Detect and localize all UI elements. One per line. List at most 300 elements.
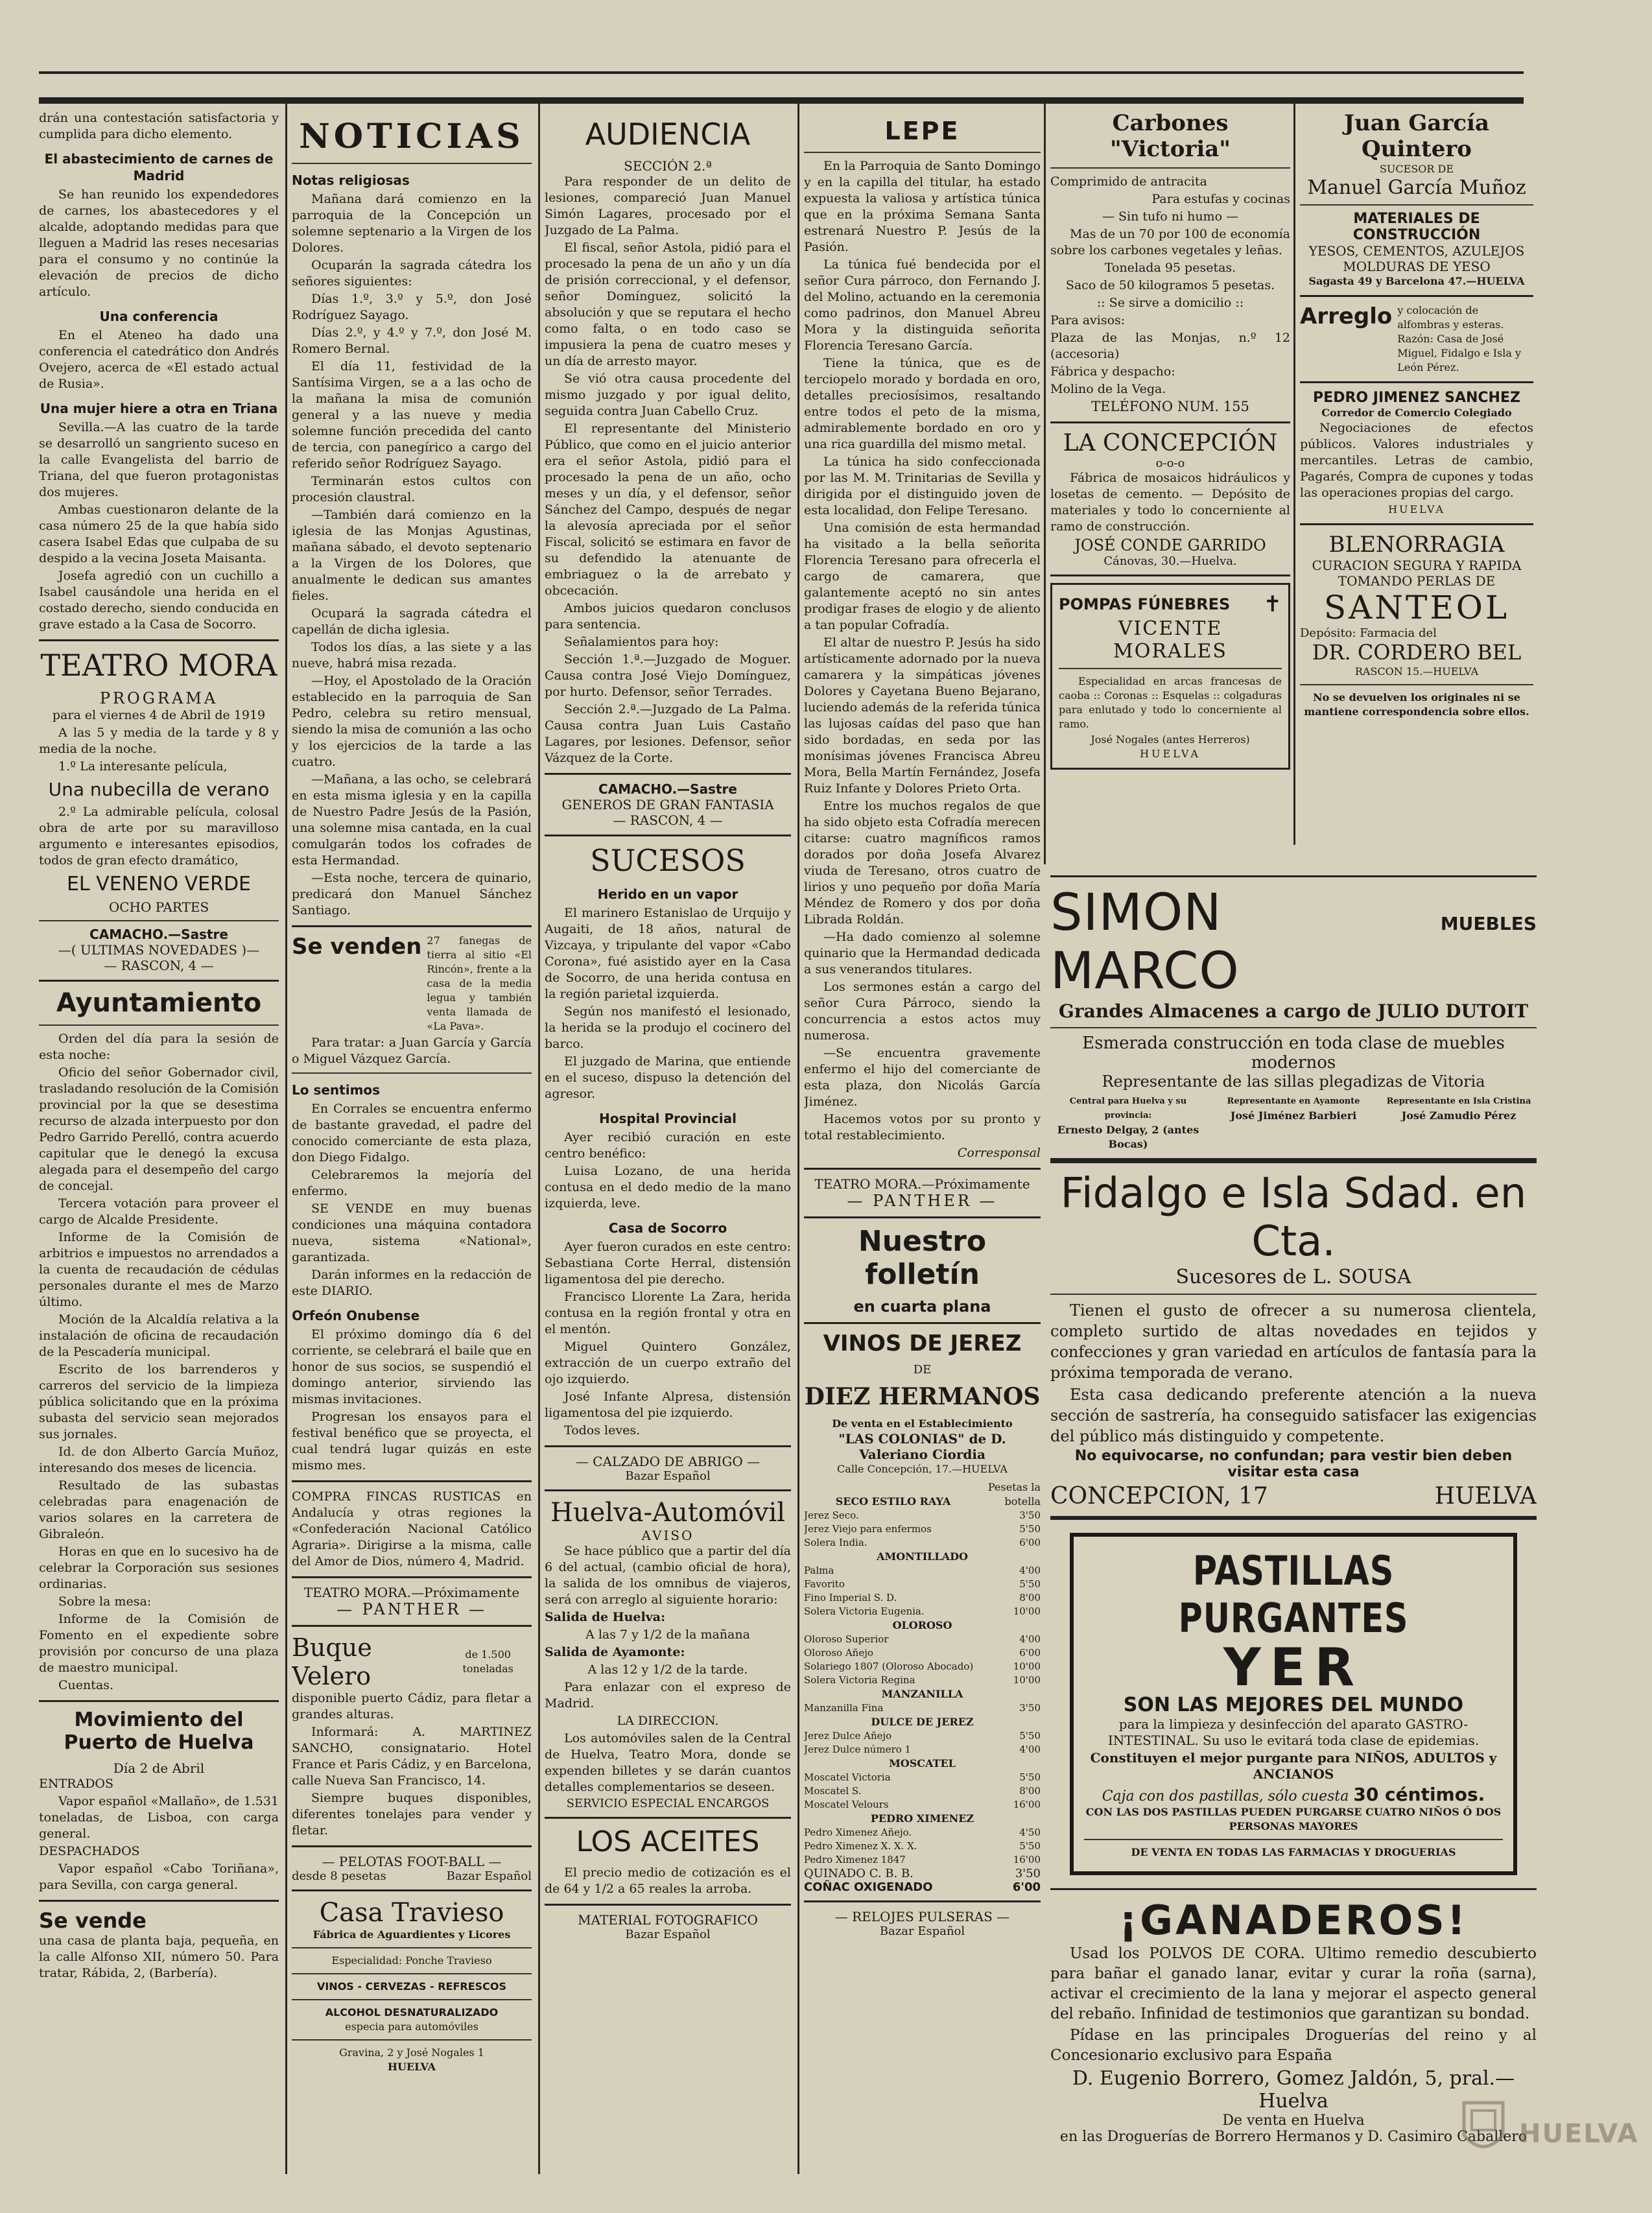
divider xyxy=(545,1904,791,1906)
article-text: Los automóviles salen de la Central de Huelva, Teatro Mora, donde se expenden billetes y se darán cuantos detalles complementarios se deseen. xyxy=(545,1731,791,1794)
divider xyxy=(545,773,791,775)
article-text: En la Parroquia de Santo Domingo y en la capilla del titular, ha estado expuesta la valiosa y artística túnica que en la próxima Semana Santa estrenará Nuestro P. Jesús de la Pasión. xyxy=(804,159,1041,254)
travieso-title: Casa Travieso xyxy=(319,1898,504,1928)
divider xyxy=(1300,684,1533,685)
sucesores-label: Sucesores de L. SOUSA xyxy=(1175,1266,1411,1288)
panther-label: — PANTHER — xyxy=(847,1192,998,1210)
article-text: En el Ateneo ha dado una conferencia el catedrático don Andrés Ovejero, acerca de «El estado actual de Rusia». xyxy=(39,328,279,391)
ganaderos-drog: en las Droguerías de Borrero Hermanos y D. Casimiro Caballero xyxy=(1059,2129,1528,2145)
article-text: Francisco Llorente La Zara, herida contusa en la región frontal y otra en el mentón. xyxy=(545,1290,791,1336)
wine-list xyxy=(804,1771,1041,1812)
divider xyxy=(1050,1158,1537,1163)
article-text: Moción de la Alcaldía relativa a la instalación de oficina de recaudación de la Pescadería municipal. xyxy=(39,1312,279,1359)
article-text: El altar de nuestro P. Jesús ha sido artísticamente adornado por la nueva camarera y la simpáticas jóvenes Dolores y Cayetana Bueno Bejarano, luciendo además de la referida túnica las lujosas caídas del paso que han sido bordadas, en seda por las monísimas jóvenes Francisca Abreu Mora, Bella Martín Fernández, Josefa Ruiz Infante y Dolores Prieto Orta. xyxy=(804,635,1041,796)
divider xyxy=(1059,668,1282,669)
article-heading: Lo sentimos xyxy=(292,1082,381,1098)
pastillas-text: para la limpieza y desinfección del aparato GASTRO-INTESTINAL. Su uso le evitará toda clase de epidemias. xyxy=(1107,1716,1480,1748)
bazar-label: Bazar Español xyxy=(446,1869,532,1883)
buque-title: Buque Velero xyxy=(292,1633,372,1690)
venta-label: De venta en el Establecimiento xyxy=(832,1417,1013,1430)
article-text: A las 7 y 1/2 de la mañana xyxy=(585,1627,750,1642)
ornament: o-o-o xyxy=(1155,456,1185,470)
wine-price: 6'00 xyxy=(1012,1880,1041,1894)
column-divider xyxy=(1293,104,1295,845)
vinos-de: DE xyxy=(913,1363,932,1377)
fidalgo-text: Esta casa dedicando preferente atención a la nueva sección de sastrería, ha conseguido satisfacer las exigencias del público más distinguido y competente. xyxy=(1050,1386,1537,1445)
wine-price: 10'00 xyxy=(1013,1674,1041,1686)
seccion-label: SECCIÓN 2.ª xyxy=(624,158,712,174)
pastillas-text: CON LAS DOS PASTILLAS PUEDEN PURGARSE CUATRO NIÑOS Ó DOS PERSONAS MAYORES xyxy=(1085,1806,1502,1832)
carbones-line: — Sin tufo ni humo — xyxy=(1102,209,1239,224)
yer-brand: YER xyxy=(1223,1637,1364,1698)
wine-price: 3'50 xyxy=(1019,1702,1041,1714)
wine-name: Solariego 1807 (Oloroso Abocado) xyxy=(804,1661,974,1672)
article-heading: Una conferencia xyxy=(99,309,218,324)
wine-price: 10'00 xyxy=(1013,1661,1041,1672)
wine-list xyxy=(804,1826,1041,1867)
camacho-rascon: — RASCON, 4 — xyxy=(104,958,214,973)
wine-name: Pedro Ximenez X. X. X. xyxy=(804,1840,917,1852)
pesetas-label: Pesetas la botella xyxy=(987,1481,1041,1508)
divider xyxy=(292,1576,532,1578)
article-text: Todos leves. xyxy=(564,1423,641,1438)
pastillas-text: DE VENTA EN TODAS LAS FARMACIAS Y DROGUERIAS xyxy=(1131,1846,1456,1858)
article-text: José Infante Alpresa, distensión ligamentosa del pie izquierdo. xyxy=(545,1390,791,1420)
article-text: Para enlazar con el expreso de Madrid. xyxy=(545,1680,791,1710)
carbones-line: Fábrica y despacho: xyxy=(1050,364,1175,379)
pelicula-title: Una nubecilla de verano xyxy=(48,779,270,800)
colonias-label: "LAS COLONIAS" de D. Valeriano Ciordia xyxy=(838,1431,1006,1462)
travieso-line: especia para automóviles xyxy=(345,2020,478,2033)
wine-row xyxy=(804,1771,1041,1784)
divider xyxy=(292,1845,532,1847)
article-text: El representante del Ministerio Público, que como en el juicio anterior era el señor Astola, pidió para el procesado la pena de un año, ocho meses y un día, y el defensor, señor Sánchez del Campo, después de negar la alevosía apreciada por el señor Fiscal, solicitó se estimara en favor de su defendido la atenuante de embriaguez o la de arrebato y obcecación. xyxy=(545,421,791,598)
travieso-line: Especialidad: Ponche Travieso xyxy=(331,1954,492,1967)
camacho-novedades: —( ULTIMAS NOVEDADES )— xyxy=(58,942,260,958)
article-text: Id. de don Alberto García Muñoz, interesando dos meses de licencia. xyxy=(39,1445,279,1475)
divider xyxy=(292,163,532,164)
article-heading: Orfeón Onubense xyxy=(292,1308,420,1323)
article-text: Para tratar: a Juan García y García o Miguel Vázquez García. xyxy=(292,1035,532,1066)
rascon-label: RASCON 15.—HUELVA xyxy=(1354,665,1479,678)
wine-price: 16'00 xyxy=(1013,1799,1041,1810)
materiales-label: MATERIALES DE CONSTRUCCIÓN xyxy=(1352,211,1481,243)
entrados-label: ENTRADOS xyxy=(39,1777,114,1791)
molduras-label: MOLDURAS DE YESO xyxy=(1343,259,1491,274)
wine-name: Jerez Dulce número 1 xyxy=(804,1744,912,1755)
article-text: Días 1.º, 3.º y 5.º, don José Rodríguez Sayago. xyxy=(292,292,532,322)
article-text: Los sermones están a cargo del señor Cura Párroco, siendo la concurrencia a estos actos muy numerosa. xyxy=(804,980,1041,1043)
column-divider xyxy=(797,104,799,2174)
article-text: Entre los muchos regalos de que ha sido objeto esta Cofradía merecen citarse: cuatro magníficos ramos dorados por doña Josefa Alvarez viuda de Teresano, otros cuatro de lirios y uno pequeño por doña María Méndez de Romero y dos por doña Librada Roldán. xyxy=(804,799,1041,927)
article-heading: Notas religiosas xyxy=(292,172,410,188)
article-text: Oficio del señor Gobernador civil, trasladando resolución de la Comisión provincial por la que se desestima recurso de alzada interpuesto por don Pedro Garrido Perelló, contra acuerdo capitular que le denegó la excusa alegada para el desempeño del cargo de concejal. xyxy=(39,1065,279,1193)
travieso-line: VINOS - CERVEZAS - REFRESCOS xyxy=(316,1980,507,1993)
pedro-sub: Corredor de Comercio Colegiado xyxy=(1321,407,1512,419)
wine-price: 4'00 xyxy=(1019,1633,1041,1645)
pedro-title: PEDRO JIMENEZ SANCHEZ xyxy=(1313,390,1520,406)
pastillas-text: Constituyen el mejor purgante para NIÑOS, ADULTOS y ANCIANOS xyxy=(1090,1750,1497,1782)
article-text: Siempre buques disponibles, diferentes tonelajes para vender y fletar. xyxy=(292,1791,532,1838)
noticias-title: NOTICIAS xyxy=(299,117,525,156)
concepcion-title: LA CONCEPCIÓN xyxy=(1063,430,1278,456)
ganaderos-venta: De venta en Huelva xyxy=(1222,2112,1365,2129)
column-3 xyxy=(545,110,791,2174)
wine-name: Fino Imperial S. D. xyxy=(804,1592,897,1604)
divider xyxy=(804,1168,1041,1170)
article-text: Ocupará la sagrada cátedra el capellán de dicha iglesia. xyxy=(292,606,532,637)
article-text: Informe de la Comisión de Fomento en el expediente sobre provisión por concurso de una plaza de maestro municipal. xyxy=(39,1612,279,1675)
article-text: El próximo domingo día 6 del corriente, se celebrará el baile que en honor de sus socios, se suspendió el domingo anterior, sirviendo las mismas invitaciones. xyxy=(292,1327,532,1406)
divider xyxy=(1050,1516,1537,1520)
divider xyxy=(1050,574,1290,576)
article-text: drán una contestación satisfactoria y cumplida para dicho elemento. xyxy=(39,111,279,141)
automovil-title: Huelva-Automóvil xyxy=(550,1498,786,1528)
programa-item: 1.º La interesante película, xyxy=(58,759,228,774)
divider xyxy=(292,1999,532,2000)
servicio-label: SERVICIO ESPECIAL ENCARGOS xyxy=(566,1797,770,1810)
column-divider xyxy=(285,104,287,2174)
divider xyxy=(1300,295,1533,297)
divider xyxy=(1050,1294,1537,1295)
pastillas-title: PASTILLAS PURGANTES xyxy=(1178,1547,1409,1642)
article-text: Luisa Lozano, de una herida contusa en el dedo medio de la mano izquierda, leve. xyxy=(545,1164,791,1211)
article-text: Según nos manifestó el lesionado, la herida se la produjo el cocinero del barco. xyxy=(545,1004,791,1051)
divider xyxy=(1050,875,1537,877)
rep-name: José Jiménez Barbieri xyxy=(1230,1109,1357,1122)
article-heading: Herido en un vapor xyxy=(597,886,738,902)
travieso-line: Fábrica de Aguardientes y Licores xyxy=(313,1928,511,1941)
teatro-mora-title: TEATRO MORA xyxy=(40,648,277,683)
ganaderos-name: D. Eugenio Borrero, Gomez Jaldón, 5, pral.—Huelva xyxy=(1072,2067,1515,2112)
ganaderos-text: Usad los POLVOS DE CORA. Ultimo remedio descubierto para bañar el ganado lanar, evitar y curar la roña (sarna), activar el crecimiento de la lana y mejorar el aspecto general del rebaño. Infinidad de testimonios que garantizan su bondad. xyxy=(1050,1945,1537,2022)
rep-label: Representante en Isla Cristina xyxy=(1386,1096,1531,1106)
fidalgo-addr: CONCEPCION, 17 xyxy=(1050,1483,1268,1509)
wine-category: PEDRO XIMENEZ xyxy=(870,1812,974,1825)
divider xyxy=(804,1900,1041,1902)
compra-ad: COMPRA FINCAS RUSTICAS en Andalucía y otras regiones la «Confederación Nacional Católico Agraria». Dirigirse a la misma, calle del Amor de Dios, número 4, Madrid. xyxy=(292,1489,532,1568)
wine-row xyxy=(804,1646,1041,1660)
carbones-line: Mas de un 70 por 100 de economía sobre los carbones vegetales y leñas. xyxy=(1050,227,1290,257)
carbones-line: Comprimido de antracita xyxy=(1050,174,1207,189)
article-heading: Una mujer hiere a otra en Triana xyxy=(40,401,278,416)
article-text: Cuentas. xyxy=(58,1678,114,1692)
pompas-box xyxy=(1050,583,1290,770)
wine-row xyxy=(804,1591,1041,1605)
pompas-text: Especialidad en arcas francesas de caoba :: Coronas :: Esquelas :: colgaduras para enlutado y todo lo concerniente al ramo. xyxy=(1059,675,1282,730)
se-vende-title: Se vende xyxy=(39,1908,147,1933)
article-text: Sobre la mesa: xyxy=(58,1594,152,1609)
wine-name: Jerez Dulce Añejo xyxy=(804,1730,892,1742)
article-text: Sección 1.ª.—Juzgado de Moguer. Causa contra José Viejo Domínguez, por hurto. Defensor, señor Terrades. xyxy=(545,652,791,699)
aceites-title: LOS ACEITES xyxy=(576,1825,760,1858)
ganaderos-text: Pídase en las principales Droguerías del reino y al Concesionario exclusivo para España xyxy=(1050,2027,1537,2064)
stamp-label: HUELVA xyxy=(1519,2119,1639,2149)
article-text: LA DIRECCION. xyxy=(617,1714,719,1728)
divider xyxy=(39,920,279,921)
wine-category: MOSCATEL xyxy=(889,1757,956,1769)
article-text: Se vió otra causa procedente del mismo juzgado y por igual delito, seguida contra Juan Cabello Cruz. xyxy=(545,372,791,418)
article-text: —Hoy, el Apostolado de la Oración establecido en la parroquia de San Pedro, celebra su retiro mensual, siendo la misa de comunión a las ocho y los ejercicios de la tarde a las cuatro. xyxy=(292,674,532,769)
divider xyxy=(292,925,532,927)
programa-horas: A las 5 y media de la tarde y 8 y media de la noche. xyxy=(39,726,279,756)
carbones-line: Para estufas y cocinas xyxy=(1151,192,1290,206)
fidalgo-text: Tienen el gusto de ofrecer a su numerosa clientela, completo surtido de altas novedades en tejidos y confecciones y gran variedad en artículos de fantasía para la próxima temporada de verano. xyxy=(1050,1301,1537,1382)
pelotas-price: desde 8 pesetas xyxy=(292,1869,386,1883)
divider xyxy=(292,1889,532,1891)
wine-category: SECO ESTILO RAYA xyxy=(835,1495,951,1508)
travieso-line: HUELVA xyxy=(387,2061,436,2073)
carbones-line: Tonelada 95 pesetas. xyxy=(1104,261,1236,275)
divider xyxy=(39,1024,279,1026)
top-rule-thick xyxy=(39,97,1524,104)
audiencia-title: AUDIENCIA xyxy=(585,117,751,152)
vinos-title: VINOS DE JEREZ xyxy=(823,1331,1022,1356)
divider xyxy=(545,1445,791,1447)
column-6 xyxy=(1300,110,1533,858)
article-text: En Corrales se encuentra enfermo de bastante gravedad, el padre del conocido comerciante de esta plaza, don Diego Fidalgo. xyxy=(292,1102,532,1165)
article-text: Darán informes en la redacción de este DIARIO. xyxy=(292,1268,532,1298)
wine-price: 5'50 xyxy=(1019,1771,1041,1783)
fidalgo-title: Fidalgo e Isla Sdad. en Cta. xyxy=(1060,1170,1527,1266)
wine-name: Solera Victoria Regina xyxy=(804,1674,915,1686)
divider xyxy=(39,980,279,982)
wine-list xyxy=(804,1729,1041,1757)
divider xyxy=(1050,1027,1537,1028)
deposito-label: Depósito: Farmacia del xyxy=(1300,626,1437,640)
column-divider xyxy=(1044,104,1046,864)
camacho-ad: CAMACHO.—Sastre xyxy=(89,927,228,942)
article-text: Días 2.º, y 4.º y 7.º, don José M. Romero Bernal. xyxy=(292,325,532,356)
divider xyxy=(1300,523,1533,525)
divider xyxy=(1050,421,1290,423)
article-text: Escrito de los barrenderos y carreros del servicio de la limpieza pública solicitando que en la próxima subasta del servicio sean mejorados sus jornales. xyxy=(39,1362,279,1441)
pompas-title: POMPAS FÚNEBRES xyxy=(1059,595,1231,613)
wine-row xyxy=(804,1633,1041,1646)
fidalgo-notice: No equivocarse, no confundan; para vestir bien deben visitar esta casa xyxy=(1074,1448,1513,1480)
article-text: Se han reunido los expendedores de carnes, los abastecedores y el alcalde, adoptando medidas para que lleguen a Madrid las reses necesarias para el consumo y no continúe la elevación de precios de dicho artículo. xyxy=(39,187,279,299)
article-text: 27 fanegas de tierra al sitio «El Rincón», frente a la casa de la media legua y también venta llamada de «La Pava». xyxy=(427,934,532,1032)
wine-price: 4'50 xyxy=(1019,1827,1041,1838)
camacho-generos: GENEROS DE GRAN FANTASIA xyxy=(561,797,774,812)
dr-name: DR. CORDERO BEL xyxy=(1312,640,1522,665)
camacho-ad: CAMACHO.—Sastre xyxy=(598,781,737,797)
carbones-title: Carbones "Victoria" xyxy=(1109,110,1231,162)
rep-name: José Zamudio Pérez xyxy=(1401,1109,1516,1122)
se-venden-title: Se venden xyxy=(292,934,422,960)
wine-category: AMONTILLADO xyxy=(877,1550,968,1563)
wine-name: Jerez Viejo para enfermos xyxy=(804,1523,932,1535)
divider xyxy=(292,1973,532,1974)
article-text: —Mañana, a las ocho, se celebrará en esta misma iglesia y en la capilla de Nuestro Padre Jesús de la Pasión, una solemne misa cantada, en la cual comulgarán todos los cofrades de esta Hermandad. xyxy=(292,772,532,868)
column-2 xyxy=(292,110,532,2174)
article-text: Ambas cuestionaron delante de la casa número 25 de la que había sido casera Isabel Edas que culpaba de su despido a la vecina Joseta Maisanta. xyxy=(39,503,279,565)
blen-line: TOMANDO PERLAS DE xyxy=(1338,573,1496,589)
partes-label: OCHO PARTES xyxy=(108,899,209,915)
carbones-line: Para avisos: xyxy=(1050,313,1126,327)
divider xyxy=(804,1216,1041,1218)
representante-label: Representante de las sillas plegadizas de Vitoria xyxy=(1102,1072,1485,1091)
article-text: SE VENDE en muy buenas condiciones una máquina contadora nueva, sistema «National», garantizada. xyxy=(292,1201,532,1264)
wine-row xyxy=(804,1840,1041,1853)
article-text: Una comisión de esta hermandad ha visitado a la bella señorita Florencia Teresano para ofrecerla el cargo de camarera, que galantemente aceptó no sin antes prodigar frases de elogio y de aliento a tan popular Cofradía. xyxy=(804,521,1041,632)
wine-name: Favorito xyxy=(804,1578,845,1590)
calzado-ad: — CALZADO DE ABRIGO — xyxy=(575,1454,761,1469)
article-text: El precio medio de cotización es el de 64 y 1/2 a 65 reales la arroba. xyxy=(545,1865,791,1896)
wine-price: 16'00 xyxy=(1013,1854,1041,1865)
bazar-label: Bazar Español xyxy=(879,1924,965,1938)
wine-row xyxy=(804,1536,1041,1550)
wine-name: Pedro Ximenez Añejo. xyxy=(804,1827,912,1838)
article-text: Ayer recibió curación en este centro benéfico: xyxy=(545,1130,791,1161)
wine-list xyxy=(804,1701,1041,1715)
article-text: La túnica fué bendecida por el señor Cura párroco, don Fernando J. del Molino, actuando en la ceremonia como padrinos, don Manuel Abreu Mora y la distinguida señorita Florencia Teresano García. xyxy=(804,257,1041,353)
santeol-brand: SANTEOL xyxy=(1323,589,1510,626)
divider xyxy=(1084,1839,1503,1840)
fidalgo-city: HUELVA xyxy=(1434,1483,1537,1509)
wine-row xyxy=(804,1853,1041,1867)
divider xyxy=(545,834,791,836)
carbones-line: Plaza de las Monjas, n.º 12 (accesoria) xyxy=(1050,331,1290,361)
buque-tons: de 1.500 toneladas xyxy=(462,1648,513,1675)
aviso-label: AVISO xyxy=(641,1528,694,1543)
pastillas-price: 30 céntimos. xyxy=(1353,1784,1485,1805)
wine-list xyxy=(804,1509,1041,1550)
wine-price: 5'50 xyxy=(1019,1578,1041,1590)
rep-name: Ernesto Delgay, 2 (antes Bocas) xyxy=(1057,1124,1199,1150)
wine-row xyxy=(804,1674,1041,1687)
wine-name: Manzanilla Fina xyxy=(804,1702,884,1714)
article-text: Josefa agredió con un cuchillo a Isabel causándole una herida en el costado derecho, siendo conducida en grave estado a la Casa de Socorro. xyxy=(39,569,279,632)
article-text: Resultado de las subastas celebradas para enagenación de varios solares en la carretera de Gibraleón. xyxy=(39,1478,279,1541)
article-text: Miguel Quintero González, extracción de un cuerpo extraño del ojo izquierdo. xyxy=(545,1340,791,1386)
article-text: El juzgado de Marina, que entiende en el suceso, dispuso la detención del agresor. xyxy=(545,1054,791,1101)
arreglo-title: Arreglo xyxy=(1300,303,1393,329)
puerto-fecha: Día 2 de Abril xyxy=(113,1760,205,1776)
divider xyxy=(292,1947,532,1948)
article-text: Ocuparán la sagrada cátedra los señores siguientes: xyxy=(292,258,532,289)
bazar-label: Bazar Español xyxy=(625,1928,711,1941)
article-text: El día 11, festividad de la Santísima Virgen, se a a las ocho de la mañana la misa de comunión general y a las nueve y media solemne función precedida del canto de tercia, con panegírico a cargo del referido señor Rodríguez Sayago. xyxy=(292,359,532,471)
wine-row xyxy=(804,1509,1041,1522)
wine-row xyxy=(804,1660,1041,1674)
divider xyxy=(39,639,279,641)
article-text: Sevilla.—A las cuatro de la tarde se desarrolló un sangriento suceso en la calle Evangelista del barrio de Triana, del que fueron protagonistas dos mujeres. xyxy=(39,420,279,499)
coat-of-arms-icon xyxy=(1457,2096,1509,2161)
article-text: Informará: A. MARTINEZ SANCHO, consignatario. Hotel France et Paris Cádiz, y en Barcelona, calle Nueva San Francisco, 14. xyxy=(292,1725,532,1788)
cross-icon: ✝ xyxy=(1263,591,1282,617)
article-text: —También dará comienzo en la iglesia de las Monjas Agustinas, mañana sábado, el devoto septenario a la Virgen de los Dolores, que anualmente le dedican sus amantes fieles. xyxy=(292,508,532,603)
wine-name: Oloroso Añejo xyxy=(804,1647,873,1659)
wine-row xyxy=(804,1701,1041,1715)
article-text: Sección 2.ª.—Juzgado de La Palma. Causa contra Juan Luis Castaño Lagares, por lesiones. Defensor, señor Vázquez de la Corte. xyxy=(545,702,791,765)
article-text: Todos los días, a las siete y a las nueve, habrá misa rezada. xyxy=(292,640,532,670)
article-text: Celebraremos la mejoría del enfermo. xyxy=(292,1168,532,1198)
article-text: Fábrica de mosaicos hidráulicos y losetas de cemento. — Depósito de materiales y todo lo concerniente al ramo de construcción. xyxy=(1050,471,1290,534)
article-text: El marinero Estanislao de Urquijo y Augaiti, de 18 años, natural de Vizcaya, y tripulante del vapor «Cabo Corona», fué asistido ayer en la Casa de Socorro, de una herida contusa en la región parietal izquierda. xyxy=(545,906,791,1001)
concepcion-addr: Cánovas, 30.—Huelva. xyxy=(1103,554,1237,568)
column-divider xyxy=(538,104,540,2174)
relojes-ad: — RELOJES PULSERAS — xyxy=(834,1909,1010,1924)
son-mejores: SON LAS MEJORES DEL MUNDO xyxy=(1123,1694,1464,1716)
arreglo-text: y colocación de alfombras y esteras. Razón: Casa de José Miguel, Fidalgo e Isla y León Pérez. xyxy=(1397,304,1522,373)
lepe-title: LEPE xyxy=(884,117,960,145)
pompas-name: VICENTE MORALES xyxy=(1113,617,1227,663)
divider xyxy=(292,2039,532,2041)
divider xyxy=(39,1700,279,1702)
wine-row xyxy=(804,1784,1041,1798)
article-text: una casa de planta baja, pequeña, en la calle Alfonso XII, número 50. Para tratar, Rábida, 2, (Barbería). xyxy=(39,1934,279,1980)
pastillas-box xyxy=(1070,1533,1517,1875)
divider xyxy=(804,152,1041,153)
article-heading: El abastecimiento de carnes de Madrid xyxy=(44,151,274,183)
camacho-rascon: — RASCON, 4 — xyxy=(613,812,723,828)
wine-price: 5'50 xyxy=(1019,1730,1041,1742)
wine-category: OLOROSO xyxy=(892,1619,952,1631)
wine-category: DULCE DE JEREZ xyxy=(871,1716,974,1728)
wine-name: Solera India. xyxy=(804,1537,867,1548)
article-text: Se hace público que a partir del día 6 del actual, (cambio oficial de hora), la salida de los omnibus de viajeros, será con arreglo al siguiente horario: xyxy=(545,1544,791,1607)
pompas-addr: José Nogales (antes Herreros) xyxy=(1091,733,1250,746)
manuel-name: Manuel García Muñoz xyxy=(1307,176,1526,199)
archive-stamp xyxy=(1457,2096,1639,2187)
article-text: Tiene la túnica, que es de terciopelo morado y bordada en oro, detalles preciosísimos, resaltando entre todos el peto de la misma, admirablemente bordado en oro y una rica guardilla del mismo metal. xyxy=(804,356,1041,451)
divider xyxy=(545,1489,791,1491)
despachados-label: DESPACHADOS xyxy=(39,1844,140,1858)
top-rule xyxy=(39,71,1524,74)
blen-line: CURACION SEGURA Y RAPIDA xyxy=(1312,558,1522,573)
wine-row xyxy=(804,1578,1041,1591)
article-heading: Casa de Socorro xyxy=(608,1220,727,1236)
calle-label: Calle Concepción, 17.—HUELVA xyxy=(837,1463,1008,1475)
puerto-title: Movimiento del Puerto de Huelva xyxy=(64,1709,254,1754)
wine-name: Palma xyxy=(804,1565,834,1576)
divider xyxy=(545,1817,791,1819)
column-5 xyxy=(1050,110,1290,858)
wine-name: Jerez Seco. xyxy=(804,1509,859,1521)
carbones-line: Saco de 50 kilogramos 5 pesetas. xyxy=(1065,278,1275,292)
column-1 xyxy=(39,110,279,2174)
article-text: Ayer fueron curados en este centro: Sebastiana Corte Herral, distensión ligamentosa del pie derecho. xyxy=(545,1240,791,1286)
wine-category: MANZANILLA xyxy=(881,1688,963,1700)
divider xyxy=(39,1900,279,1902)
programa-fecha: para el viernes 4 de Abril de 1919 xyxy=(52,708,266,722)
wine-list xyxy=(804,1633,1041,1687)
divider xyxy=(1300,204,1533,206)
wine-row xyxy=(804,1522,1041,1536)
article-text: A las 12 y 1/2 de la tarde. xyxy=(587,1663,748,1677)
wine-price: 10'00 xyxy=(1013,1605,1041,1617)
bazar-label: Bazar Español xyxy=(625,1469,711,1483)
panther-label: — PANTHER — xyxy=(336,1600,488,1618)
divider xyxy=(292,1480,532,1482)
simon-title: SIMON MARCO xyxy=(1050,884,1240,1000)
article-text: Salida de Ayamonte: xyxy=(545,1645,685,1659)
article-text: Salida de Huelva: xyxy=(545,1610,666,1624)
originales-note: No se devuelven los originales ni se mantiene correspondencia sobre ellos. xyxy=(1304,691,1529,718)
wine-name: COÑAC OXIGENADO xyxy=(804,1880,933,1894)
article-text: Señalamientos para hoy: xyxy=(564,635,719,649)
blenorragia-title: BLENORRAGIA xyxy=(1328,532,1505,558)
divider xyxy=(1300,381,1533,383)
wine-price: 4'00 xyxy=(1019,1565,1041,1576)
divider xyxy=(292,1625,532,1627)
pompas-city: HUELVA xyxy=(1140,748,1201,760)
wine-price: 6'00 xyxy=(1019,1537,1041,1548)
article-text: Hacemos votos por su pronto y total restablecimiento. xyxy=(804,1112,1041,1142)
article-text: Tercera votación para proveer el cargo de Alcalde Presidente. xyxy=(39,1196,279,1227)
article-text: Para responder de un delito de lesiones, compareció Juan Manuel Simón Lagares, procesado por el Juzgado de La Palma. xyxy=(545,174,791,237)
